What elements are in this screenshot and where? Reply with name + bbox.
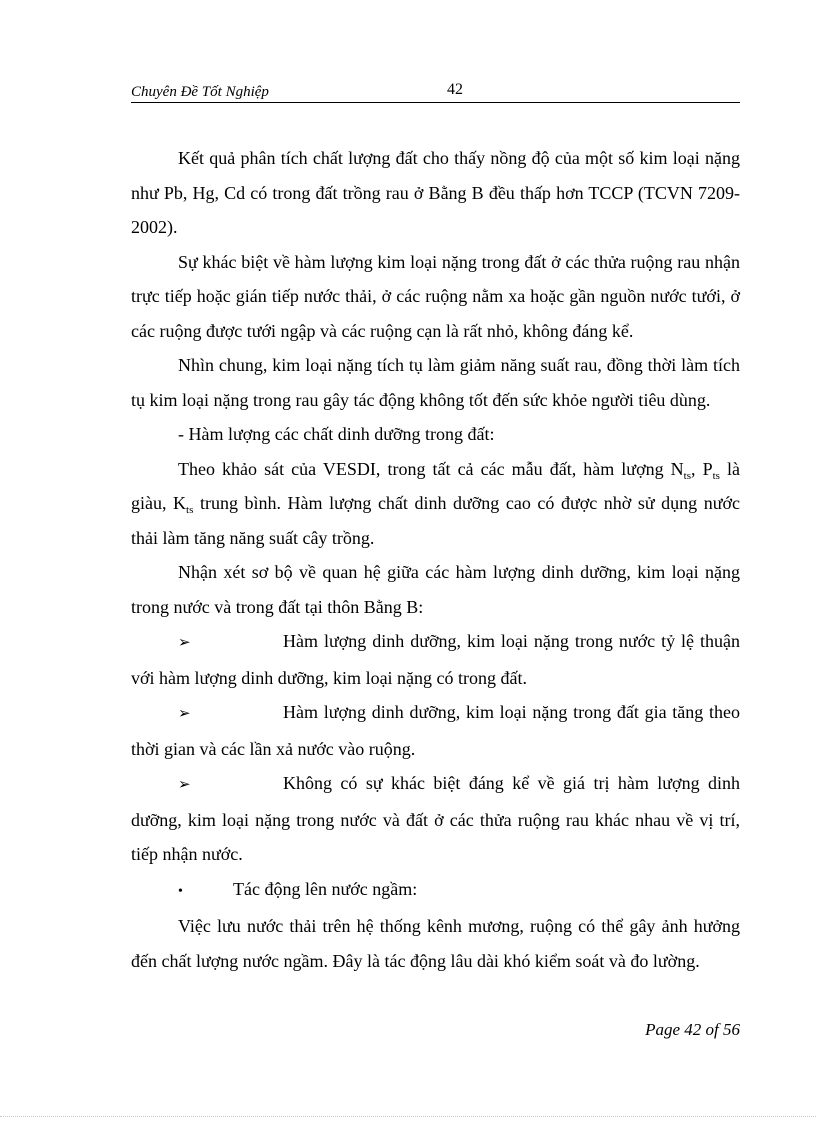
subscript: ts [712,469,720,482]
paragraph-text: trung bình. Hàm lượng chất dinh dưỡng cao có được nhờ sử dụng nước thải làm tăng năng suất cây trồng. [131,493,740,548]
header-title: Chuyên Đề Tốt Nghiệp [131,84,269,100]
section-heading: - Hàm lượng các chất dinh dưỡng trong đất: [178,424,495,444]
paragraph: Kết quả phân tích chất lượng đất cho thấy nồng độ của một số kim loại nặng như Pb, Hg, Cd có trong đất trồng rau ở Bằng B đều thấp hơn TCCP (TCVN 7209-2002). [131,148,740,237]
arrow-bullet-icon: ➢ [178,706,191,722]
paragraph-text: là giàu, K [131,458,740,513]
page-footer: Page 42 of 56 [645,1020,740,1039]
paragraph: Nhìn chung, kim loại nặng tích tụ làm giảm năng suất rau, đồng thời làm tích tụ kim loại nặng trong rau gây tác động không tốt đến sức khỏe người tiêu dùng. [131,355,740,410]
header-page-number: 42 [447,81,463,98]
paragraph: Sự khác biệt về hàm lượng kim loại nặng trong đất ở các thửa ruộng rau nhận trực tiếp hoặc gián tiếp nước thải, ở các ruộng nằm xa hoặc gần nguồn nước tưới, ở các ruộng được tưới ngập và các ruộng cạn là rất nhỏ, không đáng kể. [131,251,740,341]
paragraph: Nhận xét sơ bộ về quan hệ giữa các hàm lượng dinh dưỡng, kim loại nặng trong nước và trong đất tại thôn Bằng B: [131,562,740,617]
subscript: ts [186,504,194,516]
bullet-text: Không có sự khác biệt đáng kể về giá trị hàm lượng dinh dưỡng, kim loại nặng trong nước và đất ở các thửa ruộng rau khác nhau về vị trí, tiếp nhận nước. [131,773,740,864]
document-body [131,141,740,978]
bullet-text: Tác động lên nước ngầm: [233,878,418,899]
arrow-bullet-item [131,695,740,766]
paragraph [131,452,740,556]
paragraph-text: , P [691,458,713,479]
page-header [131,80,740,103]
bullet-text: Hàm lượng dinh dưỡng, kim loại nặng trong đất gia tăng theo thời gian và các lần xả nước vào ruộng. [131,702,740,759]
arrow-bullet-item [131,624,740,695]
arrow-bullet-item [131,766,740,872]
paragraph: Việc lưu nước thải trên hệ thống kênh mương, ruộng có thể gây ảnh hưởng đến chất lượng nước ngầm. Đây là tác động lâu dài khó kiểm soát và đo lường. [131,916,740,971]
dot-bullet-icon: • [178,883,183,899]
page-bottom-divider [0,1116,816,1117]
dot-bullet-item [131,872,740,910]
paragraph-text: Theo khảo sát của VESDI, trong tất cả các mẫu đất, hàm lượng N [178,458,684,479]
arrow-bullet-icon: ➢ [178,635,191,651]
bullet-text: Hàm lượng dinh dưỡng, kim loại nặng trong nước tỷ lệ thuận với hàm lượng dinh dưỡng, kim loại nặng có trong đất. [131,631,740,688]
arrow-bullet-icon: ➢ [178,777,191,793]
subscript: ts [683,469,691,482]
